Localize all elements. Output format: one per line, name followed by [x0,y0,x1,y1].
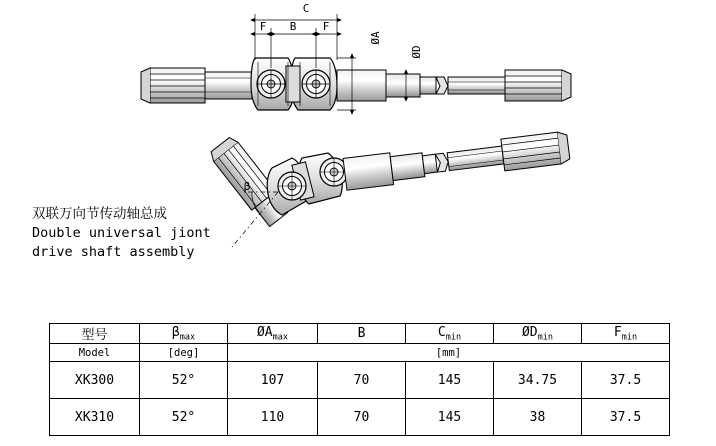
dim-label-dia-d: ØD [410,45,423,59]
cell-b: 70 [318,399,406,436]
assembly-caption [32,205,211,262]
caption-chinese: 双联万向节传动轴总成 [32,206,167,222]
right-shaft-bottom [343,131,570,190]
header-f-min: $F_{min}$ [582,324,670,344]
header-model-en: Model [50,344,140,362]
caption-english-line1: Double universal jiont [32,225,211,241]
table-header-row-2 [50,344,670,362]
table-row [50,399,670,436]
cell-model: XK300 [50,362,140,399]
dim-label-beta: β [243,180,251,193]
header-unit-deg: [deg] [140,344,228,362]
header-dia-d-min: $ØD_{min}$ [494,324,582,344]
specification-table [49,323,670,436]
cell-beta-max: 52° [140,399,228,436]
cell-dia-a-max: 107 [228,362,318,399]
cell-f-min: 37.5 [582,399,670,436]
dim-label-dia-a: ØA [369,31,382,45]
cell-f-min: 37.5 [582,362,670,399]
double-universal-joint-bottom [267,153,348,215]
cell-beta-max: 52° [140,362,228,399]
dim-label-c: C [302,2,310,15]
cell-dia-a-max: 110 [228,399,318,436]
cell-c-min: 145 [406,399,494,436]
header-dia-a-max: $ØA_{max}$ [228,324,318,344]
bottom-assembly-view [208,131,570,247]
table-header-row-1 [50,324,670,344]
cell-c-min: 145 [406,362,494,399]
left-spline-shaft [141,68,252,103]
right-shaft-top [337,70,571,101]
top-assembly-view [141,2,571,110]
double-universal-joint-top [251,58,337,110]
header-model: 型号 [50,324,140,344]
cell-dia-d-min: 38 [494,399,582,436]
header-c-min: $C_{min}$ [406,324,494,344]
header-b: B [318,324,406,344]
table-row [50,362,670,399]
cell-b: 70 [318,362,406,399]
dim-label-f-left: F [259,20,267,33]
dim-label-b: B [289,20,297,33]
header-beta-max: $\beta_{max}$ [140,324,228,344]
dim-label-f-right: F [322,20,330,33]
cell-dia-d-min: 34.75 [494,362,582,399]
cell-model: XK310 [50,399,140,436]
caption-english-line2: drive shaft assembly [32,244,195,260]
header-unit-mm: [mm] [228,344,670,362]
